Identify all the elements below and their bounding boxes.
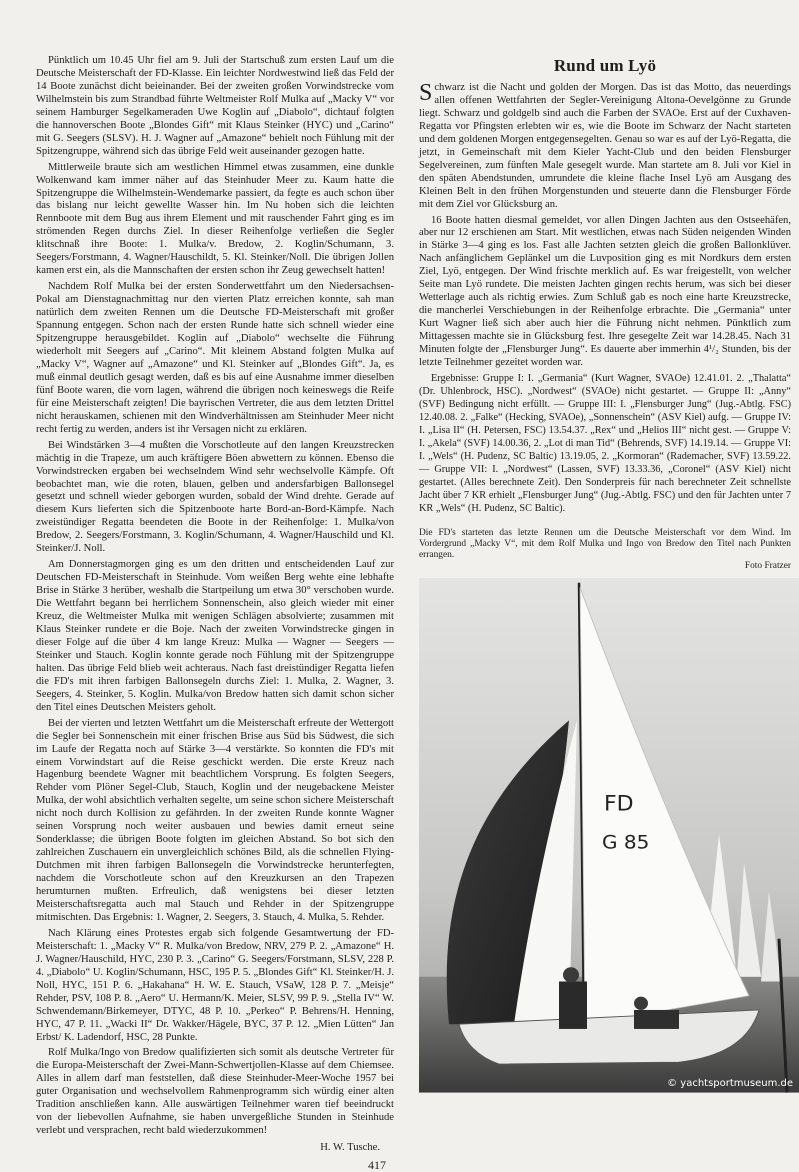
watermark: © yachtsportmuseum.de [667,1078,793,1089]
sail-class-marking: FD [604,792,634,817]
crew-member [559,982,587,1029]
photo-image [419,578,799,1093]
crew-member [634,1010,679,1029]
sail-number-marking: G 85 [602,831,650,854]
results-paragraph: Nach Klärung eines Protestes ergab sich folgende Gesamtwertung der FD-Meisterschaft: 1. „Macky V“ R. Mulka/von Bredow, NRV, 279 P. 2. „Amazone“ H. J. Wagner/Hauschild, HYC, 230 P. 3. „Carino“ G. Seegers/Forstmann, SLSV, 228 P. 4. „Diabolo“ U. Koglin/Schumann, HSC, 195 P. 5. „Blondes Gift“ Kl. Steinker/H. J. Noll, HYC, 151 P. 6. „Hakahana“ H. W. E. Stauch, VSaW, 128 P. 7. „Meisje“ Rehder, PSV, 108 P. 8. „Aero“ U. Hermann/K. Meier, SLSV, 99 P. 9. „Stella IV“ W. Schwendemann/Birkemeyer, DTYC, 48 P. 10. „Perkeo“ P. Behrens/H. Henning, HYC, 47 P. 11. „Wacki II“ Dr. Wakker/Hägele, BYC, 37 P. 12. „Mien Lütten“ Jan Erbst/ K. Ladendorf, HSC, 28 Punkte. [36,927,394,1043]
caption-text: Die FD's starteten das letzte Rennen um die Deutsche Meisterschaft vor dem Wind. Im Vordergrund „Macky V“, mit dem Rolf Mulka und Ingo von Bredow den Titel nach Punkten errangen. [419,528,791,561]
right-article [419,56,791,518]
results-paragraph: Ergebnisse: Gruppe I: I. „Germania“ (Kurt Wagner, SVAOe) 12.41.01. 2. „Thalatta“ (Dr. Uhlenbrock, HSC). „Nordwest“ (SVAOe) nicht gestartet. — Gruppe II: „Anny“ (SVF) Bedingung nicht erfüllt. — Gruppe III: I. „Flensburger Jung“ (Jug.-Abtlg. FSC) 12.40.08. 2. „Falke“ (Hecking, SVAOe), „Sonnenschein“ (ASV Kiel) aufg. — Gruppe IV: I. „Lisa II“ (H. Petersen, FSC) 13.54.37. „Rex“ und „Helios III“ nicht gest. — Gruppe V: I. „Akela“ (SVF) 14.00.36, 2. „Lot di man Tid“ (Behrends, SVF) 14.19.14. — Gruppe VI: I. „Wels“ (H. Pudenz, SC Baltic) 13.19.05, 2. „Kormoran“ (Rademacher, SVF) 13.59.22. — Gruppe VII: I. „Nordwest“ (Lassen, SVF) 13.33.36, „Coronel“ (ASV Kiel) nicht gestartet. (Alles berechnete Zeit). Den Sonderpreis für nach berechneter Zeit schnellste Jacht über 7 KR erhielt „Flensburger Jung“ (Jug.-Abtlg. FSC) und den für Jachten unter 7 KR „Wels“ (H. Pudenz, SC Baltic). [419,372,791,514]
paragraph: Bei der vierten und letzten Wettfahrt um die Meisterschaft erfreute der Wettergott die Segler bei Sonnenschein mit einer frischen Brise aus Süd bis Südwest, die sich im Laufe der Regatta noch auf Stärke 3—4 verstärkte. So konnten die FD's mit einem Vorwindstart auf die Reise geschickt werden. Die erste Kreuz nach Hagenburg beendete Wagner mit beachtlichem Vorsprung. Es folgten Seegers, Rehder vom Plöner Segel-Club, Stauch, Koglin und der neugebackene Meister Mulka, der wohl absichtlich verhalten segelte, um seine schon sichere Meisterschaft nicht noch durch Kollision zu gefährden. In der zweiten Runde konnte Wagner seinen Vorsprung noch weiter ausbauen und bewies damit erneut seine Sonderklasse; die übrigen Boote folgten im gleichen Abstand. So bot sich den zahlreichen Zuschauern ein unvergleichlich schönes Bild, als die schnellen Flying-Dutchmen mit ihren farbigen Ballonsegeln die Vorwindstrecke herunterfegten, nachdem die Vorschotleute schon auf den Kreuzkursen an den Trapezen herumturnen mußten. Erfreulich, daß wenigstens bei dieser letzten Meisterschaftsregatta auch mal Stauch und Rehder in der Spitzengruppe mitmischten. Das Ergebnis: 1. Wagner, 2. Seegers, 3. Stauch, 4. Mulka, 5. Rehder. [36,717,394,923]
paragraph: Pünktlich um 10.45 Uhr fiel am 9. Juli der Startschuß zum ersten Lauf um die Deutsche Meisterschaft der FD-Klasse. Ein leichter Nordwestwind ließ das Feld der 14 Boote zunächst dicht beieinander. Bei der zweiten großen Vorwindstrecke vom Wilhelmstein bis zum Strandbad führte Weltmeister Rolf Mulka auf „Macky V“ vor seinem Hamburger Segelkameraden Uwe Koglin auf „Diabolo“, dichtauf folgten die hannoverschen Boote „Blondes Gift“ mit Klaus Steinker (HYC) und „Carino“ mit G. Seegers (SLSV). H. J. Wagner auf „Amazone“ behielt noch Fühlung mit der Spitzengruppe, während sich das übrige Feld weit auseinander gezogen hatte. [36,55,394,157]
crew-member-head [563,968,579,983]
photo-credit: Foto Fratzer [744,561,791,572]
right-column [419,56,799,1093]
left-article [36,55,394,1172]
photo-caption [419,528,791,572]
paragraph: 16 Boote hatten diesmal gemeldet, vor allen Dingen Jachten aus den Ostseehäfen, aber nur 12 erschienen am Start. Mit westlichen, etwas nach Süden neigenden Winden in Stärke 3—4 ging es los. Fast alle Jachten setzten gleich die großen Ballonklüver. Nach anfänglichem Geplänkel um die Luvposition ging es mit Nordkurs dem ersten Ziel, Lyö, entgegen. Der Wind frischte merklich auf. Es war freigestellt, von welcher Seite man Lyö rundete. Die meisten Jachten gingen rechts herum, was sich bei dieser Wetterlage auch als richtig erwies. Zum Schluß gab es noch eine harte Kreuzstrecke, die mancherlei Verschiebungen in der Reihenfolge erbrachte. Die „Germania“ unter Kurt Wagner ließ sich aber auch hier die Führung nicht nehmen. Pünktlich zum Mittagessen machte sie in Glücksburg fest. Ihre gesegelte Zeit war 14.28.45. Nach 31 Minuten folgte der „Flensburger Jung“. Es dauerte aber immerhin 4¹/₂ Stunden, bis der letzte Teilnehmer gezeitet worden war. [419,214,791,369]
paragraph: Am Donnerstagmorgen ging es um den dritten und entscheidenden Lauf zur Deutschen FD-Meisterschaft in Steinhude. Vom weißen Berg wehte eine lebhafte Brise in Stärke 3 herüber, weshalb die Startpeilung um etwa 30° verschoben wurde. Die Wettfahrt begann bei herrlichem Sonnenschein, also gleich wieder mit einer Kreuz, die Weltmeister Mulka mit wenigen Schlägen absolvierte; zusammen mit Klaus Steinker rundete er die Boje. Nach der zweiten Vorwindstrecke gingen in dieser Folge auf die über 4 km lange Kreuz: Mulka — Wagner — Seegers — Steinker und Stauch. Koglin konnte gerade noch Fühlung mit der Spitzengruppe halten. Das übrige Feld blieb weit achteraus. Nach fast dreistündiger Regatta liefen die FD's mit ihren farbigen Ballonsegeln durchs Ziel: 1. Mulka, 2. Wagner, 3. Seegers, 4. Steinker, 5. Koglin. Mulka/von Bredow hatten sich damit schon sicher den Titel eines Deutschen Meisters geholt. [36,559,394,713]
sailing-photo [419,578,799,1093]
intro-paragraph [419,82,791,212]
author-signature: H. W. Tusche. [320,1142,380,1154]
paragraph: Nachdem Rolf Mulka bei der ersten Sonderwettfahrt um den Niedersachsen-Pokal am Dienstagnachmittag nur den vierten Platz erreichen konnte, sah man natürlich dem zweiten Rennen um die Deutsche FD-Meisterschaft mit großer Spannung entgegen. Schon nach der ersten Runde hatte sich schnell wieder eine Spitzengruppe herausgebildet. Koglin auf „Diabolo“ wechselte die Führung wiederholt mit Seegers auf „Carino“. Mit kleinem Abstand folgten Mulka auf „Macky V“, Wagner auf „Amazone“ und Kl. Steinker auf „Blondes Gift“. Ja, es muß einmal deutlich gesagt werden, daß es bis auf eine Ausnahme immer dieselben fünf Boote waren, die vorn lagen, während die übrigen noch keineswegs die Reife für eine Meisterschaft zeigten! Die bayrischen Vertreter, die aus dem letzten Drittel nicht herauskamen, schienen mit den Windverhältnissen am Steinhuder Meer nicht recht fertig zu werden, anders ist ihr Versagen nicht zu erklären. [36,281,394,435]
paragraph: Rolf Mulka/Ingo von Bredow qualifizierten sich somit als deutsche Vertreter für die Europa-Meisterschaft der Zwei-Mann-Schwertjollen-Klasse auf dem Chiemsee. Alles in allem darf man feststellen, daß diese Steinhuder-Meer-Woche 1957 bei guter Organisation und wechselvollem Rahmenprogramm sich würdig einer alten Tradition anschließen kann. Alle auswärtigen Teilnehmer waren tief beeindruckt von der liebevollen Aufnahme, sie haben unvergeßliche Stunden in Steinhude verlebt und versprachen, recht bald wiederzukommen! [36,1047,394,1137]
intro-text: chwarz ist die Nacht und golden der Morgen. Das ist das Motto, das neuerdings allen offenen Wettfahrten der Segler-Vereinigung Altona-Oevelgönne zu Grunde liegt. Schwarz und goldgelb sind auch die Farben der SVAOe. Erst auf der Cuxhaven-Regatta vor Pfingsten erlebten wir es, wie die Boote im Schwarz der Nacht starteten und dem goldenen Morgen entgegensegelten. Genau so war es auf der Lyö-Regatta, die jetzt, in Gemeinschaft mit dem Kieler Yacht-Club und den beiden Flensburger Segelvereinen, zum fünften Male gesegelt wurde. Man startete am 8. Juli vor Kiel in den späten Abendstunden, umrundete die kleine flache Insel Lyö am Ausgang des Kleinen Belt in den frühen Morgenstunden und steuerte dann die Flensburger Förde mit dem Ziel vor Glücksburg an. [419,82,791,210]
paragraph: Bei Windstärken 3—4 mußten die Vorschotleute auf den langen Kreuzstrecken mächtig in die Trapeze, um auch kräftigere Böen abwettern zu können. Ebenso die Vorwindstrecken ergaben bei wechselndem Wind sehr wechselvolle Kämpfe. Oft beobachtet man, wie die roten, blauen, gelben und andersfarbigen Ballonsegel gesetzt und schnell wieder geborgen wurden, sobald der Wind drehte. Gerade auf diesem Kurs lieferten sich die Spitzenboote harte Bord-an-Bord-Kämpfe. Nach zweistündiger Regatta beendeten die Boote in der Reihenfolge: 1. Mulka/von Bredow, 2. Seegers/Forstmann, 3. Koglin/Schumann, 4. Wagner/Hauschild und Kl. Steinker/J. Noll. [36,439,394,555]
page-number: 417 [368,1158,386,1172]
article-title: Rund um Lyö [553,56,657,75]
paragraph: Mittlerweile braute sich am westlichen Himmel etwas zusammen, eine dunkle Wolkenwand kam immer näher auf das Steinhuder Meer zu. Kaum hatte die Spitzengruppe die Wilhelmstein-Wendemarke passiert, da fegte es auch schon über das bislang nur leicht gewellte Wasser hin. Im Nu hoben sich die leichten Rennboote mit dem Bug aus ihrem Element und mit rauschender Fahrt ging es im strömenden Regen durchs Ziel. In dieser Reihenfolge verließen die Segler klitschnaß ihre Boote: 1. Mulka/v. Bredow, 2. Koglin/Schumann, 3. Seegers/Forstmann, 4. Wagner/Hauschildt, 5. Kl. Steinker/Noll. Die übrigen Jollen kamen erst ein, als die Mannschaften der ersten schon ihr Zeug gewechselt hatten! [36,161,394,277]
drop-cap: S [419,80,433,106]
crew-member-head [634,997,648,1010]
